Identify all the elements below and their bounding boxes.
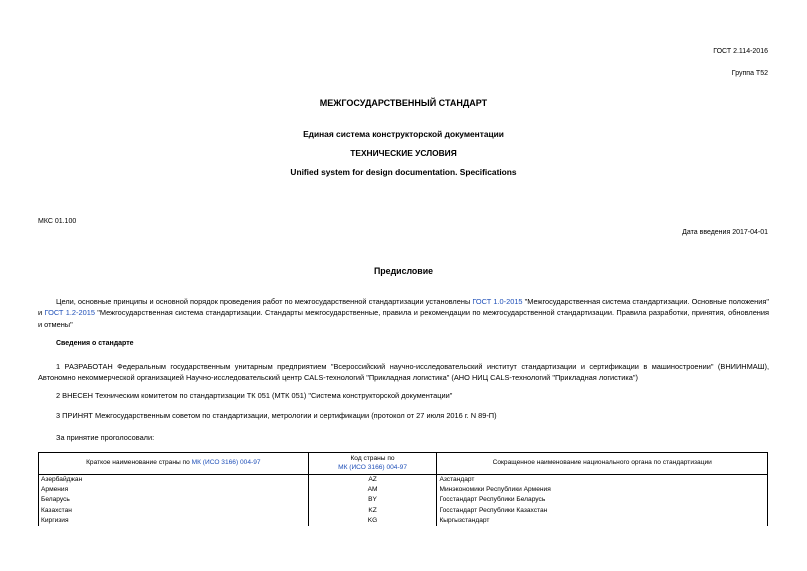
voted-label: За принятие проголосовали:	[56, 433, 155, 442]
table-row	[39, 475, 768, 486]
cell-code: KG	[308, 516, 437, 526]
cell-country: Армения	[39, 485, 309, 495]
cell-body: Госстандарт Республики Казахстан	[437, 506, 768, 516]
item-submitted: 2 ВНЕСЕН Техническим комитетом по стандартизации ТК 051 (МТК 051) "Система конструкторской документации"	[56, 391, 453, 400]
header-code-text: Код страны по	[350, 454, 395, 462]
header-country-text: Краткое наименование страны по	[86, 459, 192, 467]
standard-type: МЕЖГОСУДАРСТВЕННЫЙ СТАНДАРТ	[319, 98, 488, 108]
doc-group: Группа Т52	[731, 70, 768, 77]
intro-date: Дата введения 2017-04-01	[682, 229, 768, 236]
foreword-text-2: "Межгосударственная система стандартизации. Основные положения" и	[38, 297, 769, 318]
header-country	[39, 453, 309, 475]
standard-name: ТЕХНИЧЕСКИЕ УСЛОВИЯ	[350, 148, 457, 158]
cell-country: Беларусь	[39, 495, 309, 505]
cell-code: AZ	[308, 475, 437, 486]
cell-country: Казахстан	[39, 506, 309, 516]
header-body: Сокращенное наименование национального органа по стандартизации	[437, 453, 768, 475]
header-code-link[interactable]: МК (ИСО 3166) 004-97	[338, 463, 407, 471]
cell-code: KZ	[308, 506, 437, 516]
info-heading: Сведения о стандарте	[56, 340, 134, 347]
gost-1-2-link[interactable]: ГОСТ 1.2-2015	[44, 308, 95, 318]
system-title: Единая система конструкторской документации	[303, 129, 504, 139]
mks-code: МКС 01.100	[38, 218, 77, 225]
item-developed: 1 РАЗРАБОТАН Федеральным государственным унитарным предприятием "Всероссийский научно-исследовательский институт стандартизации и сертификации в машиностроении" (ВНИИНМАШ), Автономно некоммерческой организацией Научно-исследовательский центр CALS-технологий "Прикладная логистика" (АНО НИЦ CALS-технологий "Прикладная логистика")	[38, 362, 769, 383]
table-row	[39, 516, 768, 526]
header-code	[308, 453, 437, 475]
countries-table	[38, 452, 768, 526]
cell-body: Минэкономики Республики Армения	[437, 485, 768, 495]
foreword-text-3: "Межгосударственная система стандартизации. Стандарты межгосударственные, правила и рекомендации по межгосударственной стандартизации. Правила разработки, принятия, обновления и отмены"	[38, 308, 770, 329]
cell-country: Киргизия	[39, 516, 309, 526]
gost-1-0-link[interactable]: ГОСТ 1.0-2015	[472, 297, 523, 306]
table-header-row	[39, 453, 768, 475]
cell-code: BY	[308, 495, 437, 505]
foreword-heading: Предисловие	[373, 266, 434, 276]
doc-number: ГОСТ 2.114-2016	[713, 48, 768, 55]
cell-body: Госстандарт Республики Беларусь	[437, 495, 768, 505]
english-title: Unified system for design documentation. Specifications	[290, 167, 517, 177]
foreword-text-1: Цели, основные принципы и основной порядок проведения работ по межгосударственной стандартизации установлены	[56, 297, 473, 306]
cell-code: AM	[308, 485, 437, 495]
header-country-link[interactable]: МК (ИСО 3166) 004-97	[191, 459, 261, 467]
table-row	[39, 485, 768, 495]
table-row	[39, 495, 768, 505]
table-row	[39, 506, 768, 516]
cell-body: Азстандарт	[437, 475, 768, 486]
foreword-paragraph	[38, 296, 769, 330]
item-adopted: 3 ПРИНЯТ Межгосударственным советом по стандартизации, метрологии и сертификации (протокол от 27 июля 2016 г. N 89-П)	[56, 411, 497, 420]
cell-country: Азербайджан	[39, 475, 309, 486]
cell-body: Кыргызстандарт	[437, 516, 768, 526]
